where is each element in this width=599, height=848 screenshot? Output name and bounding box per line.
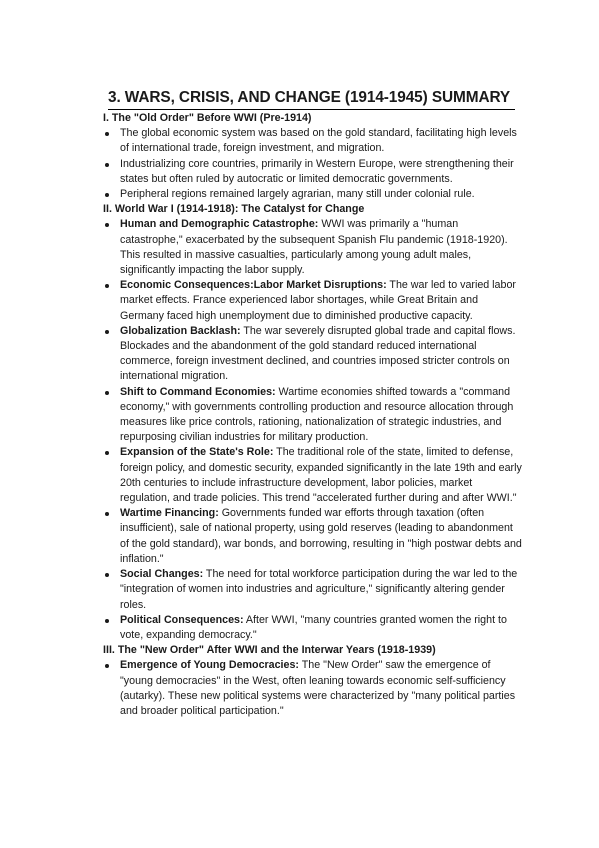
bullet-icon (105, 573, 109, 577)
list-item: Economic Consequences:Labor Market Disruptions: The war led to varied labor market effects. France experienced labor shortages, while Great Britain and Germany faced high unemployment due to diminished productive capacity. (103, 278, 523, 324)
bullet-icon (105, 512, 109, 516)
section-heading-new-order: III. The "New Order" After WWI and the Interwar Years (1918-1939) (103, 644, 436, 657)
section-heading-wwi: II. World War I (1914-1918): The Catalyst for Change (103, 203, 365, 216)
list-item: Expansion of the State's Role: The traditional role of the state, limited to defense, foreign policy, and domestic security, expanded significantly in the late 19th and early 20th centuries to include infrastructure development, labor policies, market regulation, and trade policies. This trend "accelerated further during and after WWI." (103, 445, 523, 506)
bullet-icon (105, 284, 109, 288)
document-body (103, 111, 523, 719)
list-item: Peripheral regions remained largely agrarian, many still under colonial rule. (103, 187, 523, 202)
document-title: 3. WARS, CRISIS, AND CHANGE (1914-1945) SUMMARY (108, 89, 511, 106)
bullet-list-wwi (103, 217, 523, 643)
list-item: Industrializing core countries, primarily in Western Europe, were strengthening their states but often ruled by autocratic or limited democratic governments. (103, 157, 523, 187)
bullet-list-old-order (103, 126, 523, 202)
section-heading-old-order: I. The "Old Order" Before WWI (Pre-1914) (103, 112, 312, 124)
list-item: Shift to Command Economies: Wartime economies shifted towards a "command economy," with governments controlling production and resource allocation through measures like price controls, rationing, nationalization of strategic industries, and repurposing civilian industries for military production. (103, 385, 523, 446)
bullet-icon (105, 619, 109, 623)
bullet-icon (105, 330, 109, 334)
bullet-icon (105, 132, 109, 136)
bullet-icon (105, 193, 109, 197)
list-item: Political Consequences: After WWI, "many countries granted women the right to vote, expanding democracy." (103, 613, 523, 643)
list-item: Wartime Financing: Governments funded war efforts through taxation (often insufficient), sale of national property, using gold reserves (leading to abandonment of the gold standard), war bonds, and borrowing, resulting in "high postwar debts and inflation." (103, 506, 523, 567)
bullet-icon (105, 391, 109, 395)
bullet-icon (105, 451, 109, 455)
list-item: Social Changes: The need for total workforce participation during the war led to the "integration of women into industries and agriculture," significantly altering gender roles. (103, 567, 523, 613)
bullet-icon (105, 223, 109, 227)
bullet-icon (105, 163, 109, 167)
list-item: Globalization Backlash: The war severely disrupted global trade and capital flows. Blockades and the abandonment of the gold standard reduced international commerce, foreign investment declined, and countries imposed stricter controls on international migration. (103, 324, 523, 385)
list-item: Human and Demographic Catastrophe: WWI was primarily a "human catastrophe," exacerbated by the subsequent Spanish Flu pandemic (1918-1920). This resulted in massive casualties, particularly among young adult males, significantly impacting the labor supply. (103, 217, 523, 278)
list-item: The global economic system was based on the gold standard, facilitating high levels of international trade, foreign investment, and migration. (103, 126, 523, 156)
bullet-list-new-order (103, 658, 523, 719)
bullet-icon (105, 664, 109, 668)
title-underline (108, 109, 515, 110)
list-item: Emergence of Young Democracies: The "New Order" saw the emergence of "young democracies" in the West, often leaning towards economic self-sufficiency (autarky). These new political systems were characterized by "many political parties and broader political participation." (103, 658, 523, 719)
